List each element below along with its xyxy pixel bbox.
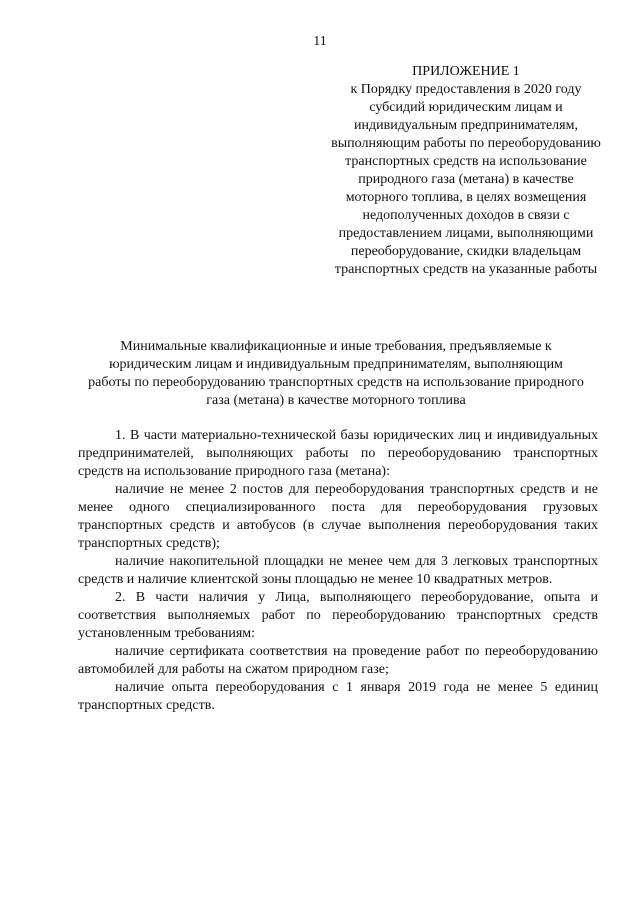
paragraph-3: наличие накопительной площадки не менее чем для 3 легковых транспортных средств и наличие клиентской зоны площадью не менее 10 квадратных метров.: [78, 554, 598, 587]
paragraph-1: 1. В части материально-технической базы юридических лиц и индивидуальных предпринимателей, выполняющих работы по переоборудованию транспортных средств на использование природного газа (метана):: [78, 428, 598, 479]
annex-title: ПРИЛОЖЕНИЕ 1: [412, 64, 520, 79]
document-body: [78, 427, 598, 715]
document-title: Минимальные квалификационные и иные требования, предъявляемые к юридическим лицам и индивидуальным предпринимателям, выполняющим работы по переоборудованию транспортных средств на использование природного газа (метана) в качестве моторного топлива: [88, 339, 584, 408]
paragraph-6: наличие опыта переоборудования с 1 января 2019 года не менее 5 единиц транспортных средств.: [78, 680, 598, 713]
annex-body: к Порядку предоставления в 2020 году субсидий юридическим лицам и индивидуальным предпринимателям, выполняющим работы по переоборудованию транспортных средств на использование природного газа (метана) в качестве моторного топлива, в целях возмещения недополученных доходов в связи с предоставлением лицами, выполняющими переоборудование, скидки владельцам транспортных средств на указанные работы: [331, 82, 601, 277]
paragraph-4: 2. В части наличия у Лица, выполняющего переоборудование, опыта и соответствия выполняемых работ по переоборудованию транспортных средств установленным требованиям:: [78, 590, 598, 641]
page-number: 11: [313, 34, 327, 49]
paragraph-2: наличие не менее 2 постов для переоборудования транспортных средств и не менее одного специализированного поста для переоборудования грузовых транспортных средств и автобусов (в случае выполнения переоборудования таких транспортных средств);: [78, 482, 598, 551]
paragraph-5: наличие сертификата соответствия на проведение работ по переоборудованию автомобилей для работы на сжатом природном газе;: [78, 644, 598, 677]
annex-block: [330, 63, 602, 279]
